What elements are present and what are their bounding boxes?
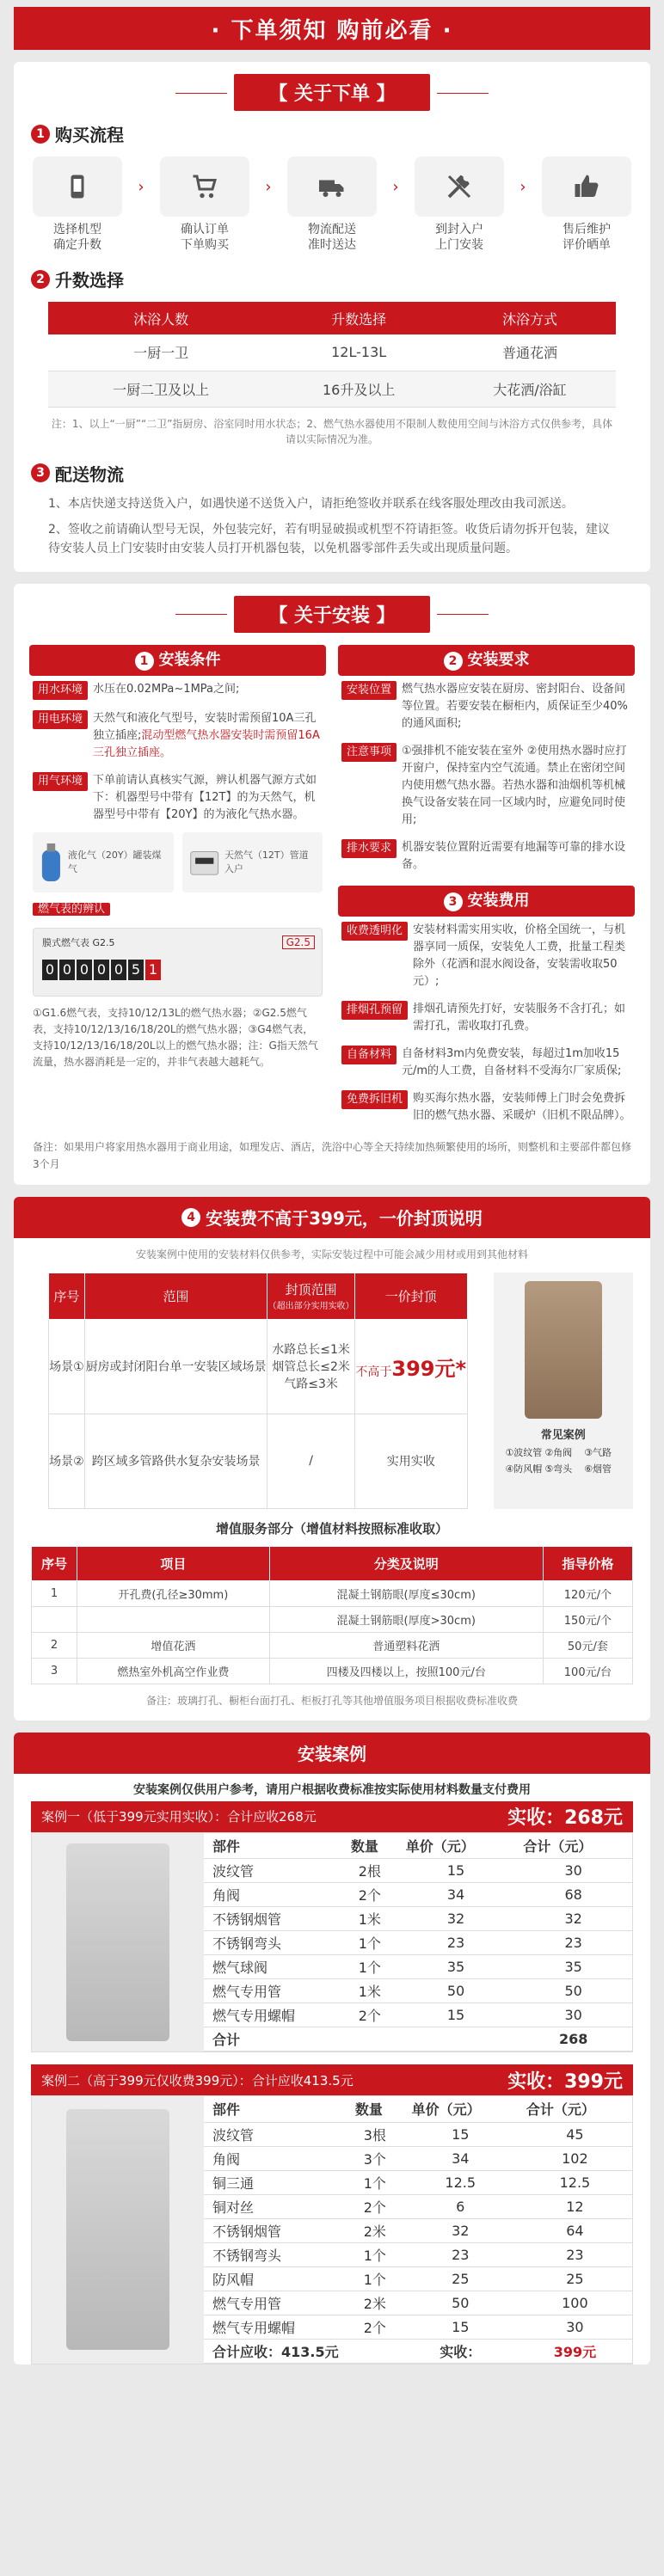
cart-icon [160, 156, 249, 217]
table-row [48, 334, 616, 371]
table-row [32, 1632, 633, 1658]
table-cell: 34 [397, 1883, 515, 1907]
item-tag: 排烟孔预留 [341, 1001, 408, 1020]
case2-head [31, 2064, 633, 2095]
common-title: 常见案例 [540, 1428, 586, 1442]
table-row [32, 1658, 633, 1684]
table-cell: 铜对丝 [204, 2194, 347, 2218]
flow-title: 购买流程 [55, 125, 124, 145]
meter-tag: 燃气表的辨认 [33, 903, 110, 916]
meter-digits [42, 960, 161, 980]
table-row [49, 1414, 468, 1508]
cond-title: 安装条件 [158, 650, 221, 669]
table-row [204, 2242, 632, 2266]
table-cell: 场景① [49, 1319, 85, 1414]
table-cell: 角阀 [204, 2146, 347, 2170]
vas-table [31, 1546, 633, 1684]
item-tag: 安装位置 [341, 681, 397, 700]
table-header: 数量 [347, 2096, 403, 2122]
seal-card [14, 1197, 650, 1720]
seal-title: 安装费不高于399元，一价封顶说明 [206, 1208, 483, 1229]
table-cell: 防风帽 [204, 2266, 347, 2291]
table-cell: 45 [518, 2122, 632, 2146]
item-text: ①强排机不能安装在室外 ②使用热水器时应打开窗户，保持室内空气流通。禁止在密闭空间内使用燃气热水器。若热水器和油烟机等机械换气设备安装在同一区域内时，应避免同时使用; [402, 744, 627, 826]
case1-image [32, 1833, 204, 2052]
table-cell: 50 [514, 1979, 632, 2003]
table-cell: 3个 [347, 2146, 403, 2170]
thumb-icon [542, 156, 631, 217]
item-text: 下单前请认真核实气源，辨认机器气源方式如下：机器型号中带有【12T】的为天然气，机器型号中带有【20Y】的为液化气热水器。 [93, 773, 317, 821]
table-header: 升数选择 [274, 302, 444, 334]
table-cell: 15 [397, 1859, 515, 1883]
table-cell: 不锈钢烟管 [204, 2218, 347, 2242]
table-cell: 铜三通 [204, 2170, 347, 2194]
table-row [204, 1883, 632, 1907]
purchase-flow [14, 151, 650, 256]
actual-value: 399元 [518, 2339, 632, 2363]
table-header: 一价封顶 [354, 1273, 467, 1319]
table-cell: 角阀 [204, 1883, 342, 1907]
table-cell: 1个 [347, 2266, 403, 2291]
common-item: ④防风帽 [505, 1463, 543, 1475]
table-row [204, 2003, 632, 2027]
number-badge: 1 [135, 652, 154, 671]
table-cell: 1 [32, 1580, 77, 1606]
vas-title: 增值服务部分（增值材料按照标准收取） [215, 1520, 448, 1536]
table-cell: 6 [403, 2194, 518, 2218]
about-order-card [14, 62, 650, 572]
item-tag: 自备材料 [341, 1046, 397, 1064]
delivery-paragraph: 1、本店快递支持送货入户，如遇快递不送货入户，请拒绝签收并联系在线客服处理改由我司派送。 [48, 496, 574, 511]
table-cell: 大花洒/浴缸 [444, 371, 616, 407]
meter-digit: 0 [77, 960, 92, 980]
total-row [204, 2027, 632, 2052]
case1-table [204, 1833, 632, 2052]
table-cell: 1个 [347, 2170, 403, 2194]
upgrade-title: 升数选择 [55, 270, 124, 291]
item-tag: 排水要求 [341, 839, 397, 858]
table-row [32, 1606, 633, 1632]
table-header: 单价（元） [397, 1833, 515, 1859]
table-cell: 12 [518, 2194, 632, 2218]
table-cell: 燃气专用管 [204, 2291, 347, 2315]
meter-label: 膜式燃气表 G2.5 [42, 936, 115, 948]
table-cell: 15 [403, 2122, 518, 2146]
flow-step [542, 156, 631, 253]
cond-item [29, 705, 326, 767]
table-cell: 50 [397, 1979, 515, 2003]
table-cell: 102 [518, 2146, 632, 2170]
table-cell: 64 [518, 2218, 632, 2242]
table-row [204, 1955, 632, 1979]
number-badge: 3 [31, 463, 50, 482]
number-badge: 1 [31, 125, 50, 144]
table-cell: 增值花洒 [77, 1632, 269, 1658]
table-cell: 25 [518, 2266, 632, 2291]
table-header: 序号 [32, 1546, 77, 1580]
table-row [204, 2218, 632, 2242]
table-cell: 100元/台 [543, 1658, 632, 1684]
number-badge: 2 [444, 652, 463, 671]
item-tag: 免费拆旧机 [341, 1090, 408, 1109]
table-row [204, 2291, 632, 2315]
seal-header [14, 1197, 650, 1238]
section-title: 【 关于安装 】 [234, 596, 429, 633]
table-cell: 开孔费(孔径≥30mm) [77, 1580, 269, 1606]
arrow-icon: › [520, 177, 526, 196]
table-cell: 水路总长≤1米 烟管总长≤2米 气路≤3米 [267, 1319, 355, 1414]
header-sub: （超出部分实用实收） [267, 1302, 354, 1311]
req-title: 安装要求 [467, 650, 530, 669]
common-cases [494, 1273, 633, 1509]
fee-item [338, 1085, 635, 1130]
meter-digit: 0 [111, 960, 126, 980]
table-cell: 一厨一卫 [48, 334, 274, 371]
gas-meter-image [33, 928, 323, 997]
item-text: 购买海尔热水器，安装师傅上门时会免费拆旧的燃气热水器、采暖炉（旧机不限品牌）。 [413, 1091, 631, 1122]
fee-item [338, 996, 635, 1040]
flow-subhead [14, 111, 650, 151]
table-cell: 32 [397, 1907, 515, 1931]
table-cell: 30 [518, 2315, 632, 2339]
number-badge: 3 [444, 892, 463, 911]
item-tag: 注意事项 [341, 743, 397, 762]
flow-label: 确认订单 下单购买 [181, 223, 229, 252]
req-item [338, 676, 635, 738]
truck-icon [287, 156, 377, 217]
table-cell: 15 [403, 2315, 518, 2339]
table-cell: 12L-13L [274, 334, 444, 371]
fee-item [338, 1040, 635, 1085]
table-cell: 燃气专用螺帽 [204, 2003, 342, 2027]
actual-label: 实收： [403, 2339, 518, 2363]
common-item: ⑥烟管 [584, 1463, 612, 1475]
item-red-text: 混动型燃气热水器安装时需预留16A三孔独立插座。 [93, 728, 320, 759]
meter-badge: G2.5 [282, 935, 315, 949]
item-tag: 用水环境 [33, 681, 88, 700]
table-header: 沐浴方式 [444, 302, 616, 334]
case2-body [31, 2095, 633, 2364]
seal-content [31, 1266, 633, 1509]
flow-label: 物流配送 准时送达 [308, 223, 356, 252]
cases-card [14, 1733, 650, 2364]
number-badge: 2 [31, 270, 50, 289]
arrow-icon: › [138, 177, 144, 196]
case2-title: 案例二（高于399元仅收费399元）：合计应收413.5元 [41, 2072, 354, 2088]
table-cell: / [267, 1414, 355, 1508]
seal-intro: 安装案例中使用的安装材料仅供参考，实际安装过程中可能会减少用材或用到其他材料 [135, 1248, 528, 1260]
phone-icon [33, 156, 122, 217]
top-banner: · 下单须知 购前必看 · [14, 7, 650, 50]
section-header [14, 62, 650, 111]
column-title [29, 645, 326, 676]
cond-item [29, 676, 326, 705]
table-cell: 2根 [342, 1859, 397, 1883]
table-row [204, 2194, 632, 2218]
table-cell: 3根 [347, 2122, 403, 2146]
table-cell: 12.5 [403, 2170, 518, 2194]
flow-step [415, 156, 504, 253]
total-label: 合计 [204, 2027, 342, 2052]
table-cell: 波纹管 [204, 1859, 342, 1883]
about-install-card [14, 584, 650, 1185]
meter-digit: 0 [94, 960, 109, 980]
table-cell: 2个 [342, 2003, 397, 2027]
heater-image [66, 2109, 169, 2350]
item-tag: 用气环境 [33, 772, 88, 791]
case2-table [204, 2096, 632, 2364]
table-cell: 15 [397, 2003, 515, 2027]
flow-step [160, 156, 249, 253]
delivery-title: 配送物流 [55, 463, 124, 485]
vas-note: 备注：玻璃打孔、橱柜台面打孔、柜板打孔等其他增值服务项目根据收费标准收费 [145, 1694, 518, 1707]
upgrade-table [48, 302, 616, 408]
case1-head [31, 1801, 633, 1832]
item-text: 机器安装位置附近需要有地漏等可靠的排水设备。 [402, 840, 626, 871]
table-cell: 燃热室外机高空作业费 [77, 1658, 269, 1684]
ng-box [182, 832, 323, 892]
table-cell: 燃气专用管 [204, 1979, 342, 2003]
fee-title: 安装费用 [467, 891, 530, 910]
table-cell: 32 [403, 2218, 518, 2242]
ng-label: 天然气（12T）管道入户 [224, 849, 309, 874]
table-cell: 150元/个 [543, 1606, 632, 1632]
table-cell: 1个 [342, 1931, 397, 1955]
table-cell: 23 [397, 1931, 515, 1955]
meter-digit: 5 [128, 960, 144, 980]
install-columns [14, 633, 650, 1130]
flow-label: 到封入户 上门安装 [435, 223, 483, 252]
column-title [338, 645, 635, 676]
table-cell: 1米 [342, 1979, 397, 2003]
item-text: 水压在0.02MPa~1MPa之间; [93, 682, 240, 696]
table-cell: 16升及以上 [274, 371, 444, 407]
table-cell: 场景② [49, 1414, 85, 1508]
table-row [32, 1580, 633, 1606]
total-value: 268 [514, 2027, 632, 2052]
common-item: ③气路 [584, 1446, 612, 1458]
table-cell: 30 [514, 1859, 632, 1883]
cases-intro: 安装案例仅供用户参考，请用户根据收费标准按实际使用材料数量支付费用 [133, 1782, 531, 1797]
req-item [338, 834, 635, 879]
common-grid [501, 1442, 624, 1479]
table-cell: 120元/个 [543, 1580, 632, 1606]
meter-notes: ①G1.6燃气表，支持10/12/13L的燃气热水器；②G2.5燃气表，支持10/12/13/16/18/20L的燃气热水器；③G4燃气表，支持10/12/13/16/18/20L以上的燃气热水器；注：G指天然气流量，热水器消耗是一定的，并非气表越大越耗气。 [33, 1006, 318, 1068]
common-item: ⑤弯头 [544, 1463, 573, 1475]
item-tag: 用电环境 [33, 710, 88, 729]
fee-item [338, 917, 635, 996]
heater-image [525, 1281, 602, 1419]
table-header: 分类及说明 [269, 1546, 543, 1580]
req-item [338, 738, 635, 834]
delivery-paragraph: 2、签收之前请确认型号无误，外包装完好，若有明显破损或机型不符请拒签。收货后请勿拆开包装，建议待安装人员上门安装时由安装人员打开机器包装，以免机器零部件丢失或出现质量问题。 [48, 522, 610, 555]
table-cell: 2个 [347, 2194, 403, 2218]
table-row [48, 371, 616, 407]
table-header: 数量 [342, 1833, 397, 1859]
item-text: 自备材料3m内免费安装，每超过1m加收15元/m的人工费，自备材料不受海尔厂家质保; [402, 1046, 622, 1077]
table-row [49, 1319, 468, 1414]
table-row [204, 2170, 632, 2194]
table-cell: 3 [32, 1658, 77, 1684]
number-badge: 4 [181, 1208, 200, 1227]
table-cell: 燃气球阀 [204, 1955, 342, 1979]
flow-step [287, 156, 377, 253]
table-header: 沐浴人数 [48, 302, 274, 334]
case1-title: 案例一（低于399元实用实收）：合计应收268元 [41, 1809, 317, 1825]
table-cell: 32 [514, 1907, 632, 1931]
install-requirements [338, 645, 635, 1130]
arrow-icon: › [265, 177, 272, 196]
item-text: 天然气和液化气型号，安装时需预留10A三孔独立插座; [93, 711, 317, 742]
case1-body [31, 1832, 633, 2053]
table-header: 部件 [204, 2096, 347, 2122]
table-cell: 波纹管 [204, 2122, 347, 2146]
section-title: 【 关于下单 】 [234, 74, 429, 111]
tools-icon [415, 156, 504, 217]
common-item: ②角阀 [544, 1446, 573, 1458]
install-conditions [29, 645, 326, 1130]
table-row [204, 2122, 632, 2146]
table-cell: 普通塑料花洒 [269, 1632, 543, 1658]
common-item: ①波纹管 [505, 1446, 543, 1458]
table-cell: 实用实收 [354, 1414, 467, 1508]
gas-types [29, 829, 326, 896]
table-header: 合计（元） [514, 1833, 632, 1859]
section-header [14, 584, 650, 633]
table-cell: 不锈钢弯头 [204, 2242, 347, 2266]
meter-digit: 1 [145, 960, 161, 980]
table-cell [32, 1606, 77, 1632]
table-row [204, 2315, 632, 2339]
flow-label: 售后维护 评价晒单 [563, 223, 611, 252]
item-text: 燃气热水器应安装在厨房、密封阳台、设备间等位置。若要安装在橱柜内，质保证至少40%的通风面积; [402, 682, 628, 730]
cases-header: 安装案例 [14, 1733, 650, 1774]
table-row [204, 2146, 632, 2170]
table-cell: 跨区域多管路供水复杂安装场景 [84, 1414, 267, 1508]
table-cell: 23 [514, 1931, 632, 1955]
table-cell: 2个 [347, 2315, 403, 2339]
table-row [204, 1859, 632, 1883]
table-cell: 2个 [342, 1883, 397, 1907]
upgrade-subhead [14, 256, 650, 297]
upgrade-note: 注：1、以上“一厨”“二卫”指厨房、浴室同时用水状态；2、燃气热水器使用不限制人数使用空间与沐浴方式仅供参考，具体请以实际情况为准。 [51, 417, 613, 445]
heater-image [66, 1843, 169, 2041]
table-cell: 不锈钢烟管 [204, 1907, 342, 1931]
table-header: 序号 [49, 1273, 85, 1319]
table-header: 范围 [84, 1273, 267, 1319]
table-cell: 23 [518, 2242, 632, 2266]
table-row [204, 2266, 632, 2291]
case2-image [32, 2096, 204, 2364]
table-cell: 混凝土钢筋眼(厚度≤30cm) [269, 1580, 543, 1606]
table-cell: 34 [403, 2146, 518, 2170]
table-cell: 不锈钢弯头 [204, 1931, 342, 1955]
table-cell: 35 [514, 1955, 632, 1979]
item-text: 排烟孔请预先打好，安装服务不含打孔；如需打孔，需收取打孔费。 [413, 1002, 626, 1033]
table-row [204, 1907, 632, 1931]
table-cell: 1米 [342, 1907, 397, 1931]
table-cell: 50元/套 [543, 1632, 632, 1658]
total-row [204, 2339, 632, 2363]
table-cell: 四楼及四楼以上，按照100元/台 [269, 1658, 543, 1684]
table-cell: 23 [403, 2242, 518, 2266]
table-cell: 100 [518, 2291, 632, 2315]
table-header: 合计（元） [518, 2096, 632, 2122]
install-remark: 备注：如果用户将家用热水器用于商业用途，如理发店、酒店，洗浴中心等全天持续加热频繁使用的场所，则整机和主要部件都包修3个月 [33, 1140, 632, 1170]
table-cell: 50 [403, 2291, 518, 2315]
table-header [267, 1273, 355, 1319]
table-cell: 1个 [342, 1955, 397, 1979]
table-cell: 厨房或封闭阳台单一安装区域场景 [84, 1319, 267, 1414]
table-cell: 燃气专用螺帽 [204, 2315, 347, 2339]
total-label: 合计应收：413.5元 [204, 2339, 403, 2363]
price-value: 399元* [391, 1356, 467, 1381]
table-cell: 2 [32, 1632, 77, 1658]
item-tag: 收费透明化 [341, 922, 408, 941]
lpg-label: 液化气（20Y）罐装煤气 [67, 849, 162, 874]
seal-table [48, 1273, 468, 1509]
table-cell: 一厨二卫及以上 [48, 371, 274, 407]
table-cell: 普通花洒 [444, 334, 616, 371]
column-title [338, 886, 635, 917]
table-header: 项目 [77, 1546, 269, 1580]
table-cell: 12.5 [518, 2170, 632, 2194]
table-header: 指导价格 [543, 1546, 632, 1580]
table-cell: 2米 [347, 2291, 403, 2315]
table-cell: 30 [514, 2003, 632, 2027]
table-cell [77, 1606, 269, 1632]
gas-tank-icon [40, 841, 63, 884]
table-cell: 68 [514, 1883, 632, 1907]
table-row [204, 1979, 632, 2003]
flow-label: 选择机型 确定升数 [53, 223, 101, 252]
case2-actual: 实收：399元 [507, 2070, 623, 2093]
table-header: 单价（元） [403, 2096, 518, 2122]
table-cell: 混凝土钢筋眼(厚度>30cm) [269, 1606, 543, 1632]
meter-digit: 0 [42, 960, 58, 980]
delivery-subhead [14, 451, 650, 491]
table-row [204, 1931, 632, 1955]
table-cell: 2米 [347, 2218, 403, 2242]
cond-item [29, 767, 326, 829]
table-cell: 1个 [347, 2242, 403, 2266]
table-cell [354, 1319, 467, 1414]
flow-step [33, 156, 122, 253]
header-text: 封顶范围 [285, 1282, 337, 1297]
arrow-icon: › [392, 177, 399, 196]
gas-meter-icon [189, 845, 219, 880]
case1-actual: 实收：268元 [507, 1807, 623, 1829]
table-cell: 25 [403, 2266, 518, 2291]
lpg-box [33, 832, 174, 892]
item-text: 安装材料需实用实收，价格全国统一，与机器享同一质保，安装免人工费，批量工程类除外（花洒和混水阀设备，安装需收取50元）; [413, 923, 626, 988]
price-prefix: 不高于 [355, 1365, 392, 1379]
table-cell: 35 [397, 1955, 515, 1979]
meter-digit: 0 [59, 960, 75, 980]
table-header: 部件 [204, 1833, 342, 1859]
